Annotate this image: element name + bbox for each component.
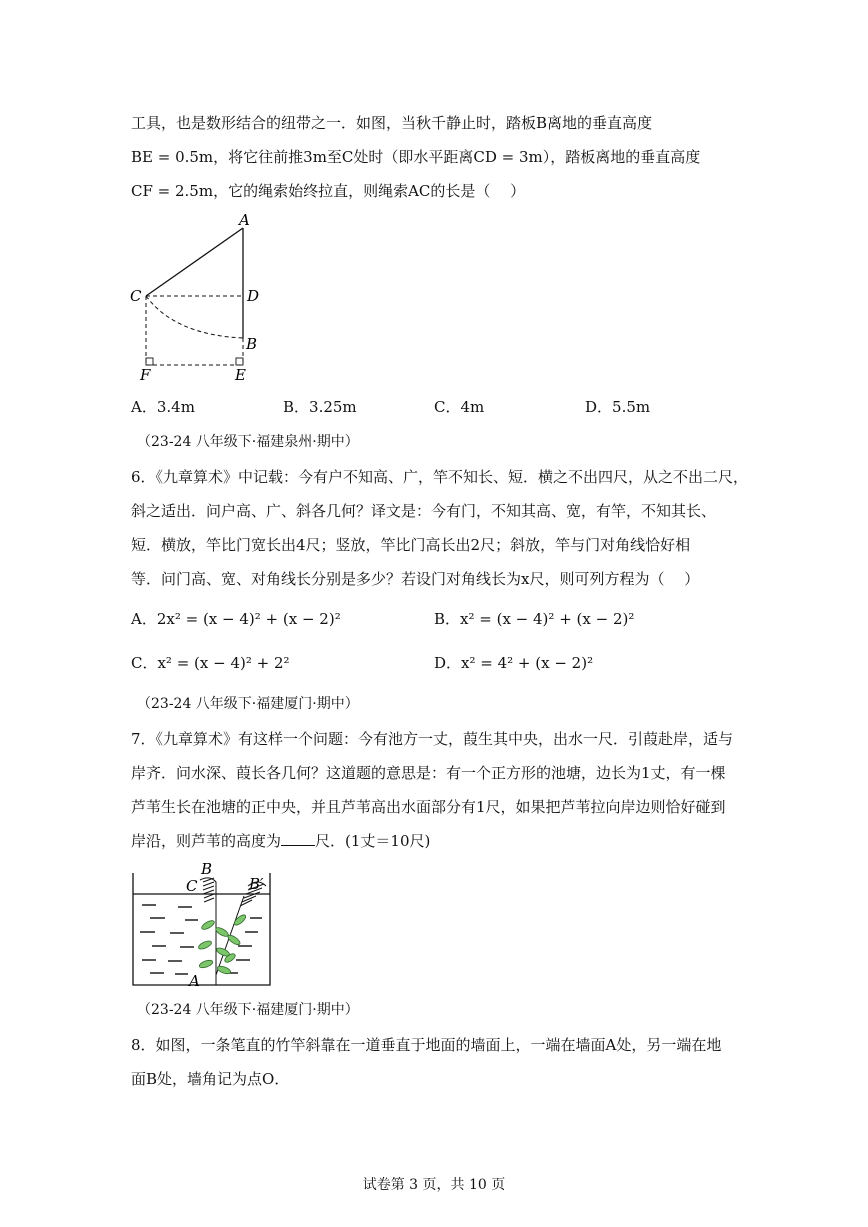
label-d: D (247, 287, 260, 305)
label-b: B (201, 860, 213, 878)
q5-line-1: 工具，也是数形结合的纽带之一．如图，当秋千静止时，踏板B离地的垂直高度 (131, 114, 653, 132)
page-footer: 试卷第 3 页，共 10 页 (362, 1177, 506, 1193)
q7-line-4-after: 尺．(1丈＝10尺) (315, 832, 431, 850)
q7-line-4-before: 岸沿，则芦苇的高度为 (131, 832, 282, 850)
q5-option-a: A．3.4m (131, 398, 195, 416)
reed-leaves (197, 913, 247, 975)
label-c: C (186, 877, 198, 895)
q7-source: （23-24 八年级下·福建厦门·期中） (137, 696, 359, 712)
q6-option-c: C．x² = (x − 4)² + 2² (131, 654, 290, 672)
q7-line-1: 7．《九章算术》有这样一个问题：今有池方一丈，葭生其中央，出水一尺．引葭赴岸，适与 (131, 730, 734, 748)
q6-source: （23-24 八年级下·福建泉州·期中） (137, 434, 359, 450)
q6-option-b: B．x² = (x − 4)² + (x − 2)² (434, 610, 635, 628)
label-a: A (189, 972, 200, 990)
q6-line-2: 斜之适出．问户高、广、斜各几何？译文是：今有门，不知其高、宽，有竿，不知其长、 (131, 502, 717, 520)
q7-line-2: 岸齐．问水深、葭长各几何？这道题的意思是：有一个正方形的池塘，边长为1丈，有一棵 (131, 764, 726, 782)
q6-line-3: 短．横放，竿比门宽长出4尺；竖放，竿比门高长出2尺；斜放，竿与门对角线恰好相 (131, 536, 691, 554)
label-e: E (235, 366, 246, 384)
q6-line-4: 等．问门高、宽、对角线长分别是多少？若设门对角线长为x尺，则可列方程为（ ） (131, 570, 700, 588)
q8-source: （23-24 八年级下·福建厦门·期中） (137, 1002, 359, 1018)
reed-leaning (216, 882, 266, 975)
label-b-prime: B′ (249, 875, 264, 893)
q5-line-2: BE = 0.5m，将它往前推3m至C处时（即水平距离CD = 3m），踏板离地的垂直高度 (131, 148, 701, 166)
q7-line-3: 芦苇生长在池塘的正中央，并且芦苇高出水面部分有1尺，如果把芦苇拉向岸边则恰好碰到 (131, 798, 726, 816)
q6-line-1: 6．《九章算术》中记载：今有户不知高、广，竿不知长、短．横之不出四尺，从之不出二尺， (131, 468, 749, 486)
label-a: A (239, 211, 250, 229)
q6-option-a: A．2x² = (x − 4)² + (x − 2)² (131, 610, 341, 628)
q5-option-c: C．4m (434, 398, 485, 416)
q5-option-b: B．3.25m (283, 398, 357, 416)
label-c: C (130, 287, 142, 305)
label-b: B (246, 335, 258, 353)
label-f: F (140, 366, 151, 384)
q8-line-1: 8．如图，一条笔直的竹竿斜靠在一道垂直于地面的墙面上，一端在墙面A处，另一端在地 (131, 1036, 722, 1054)
q5-option-d: D．5.5m (585, 398, 651, 416)
q8-line-2: 面B处，墙角记为点O． (131, 1070, 290, 1088)
q5-line-3: CF = 2.5m，它的绳索始终拉直，则绳索AC的长是（ ） (131, 182, 526, 200)
q6-option-d: D．x² = 4² + (x − 2)² (434, 654, 594, 672)
